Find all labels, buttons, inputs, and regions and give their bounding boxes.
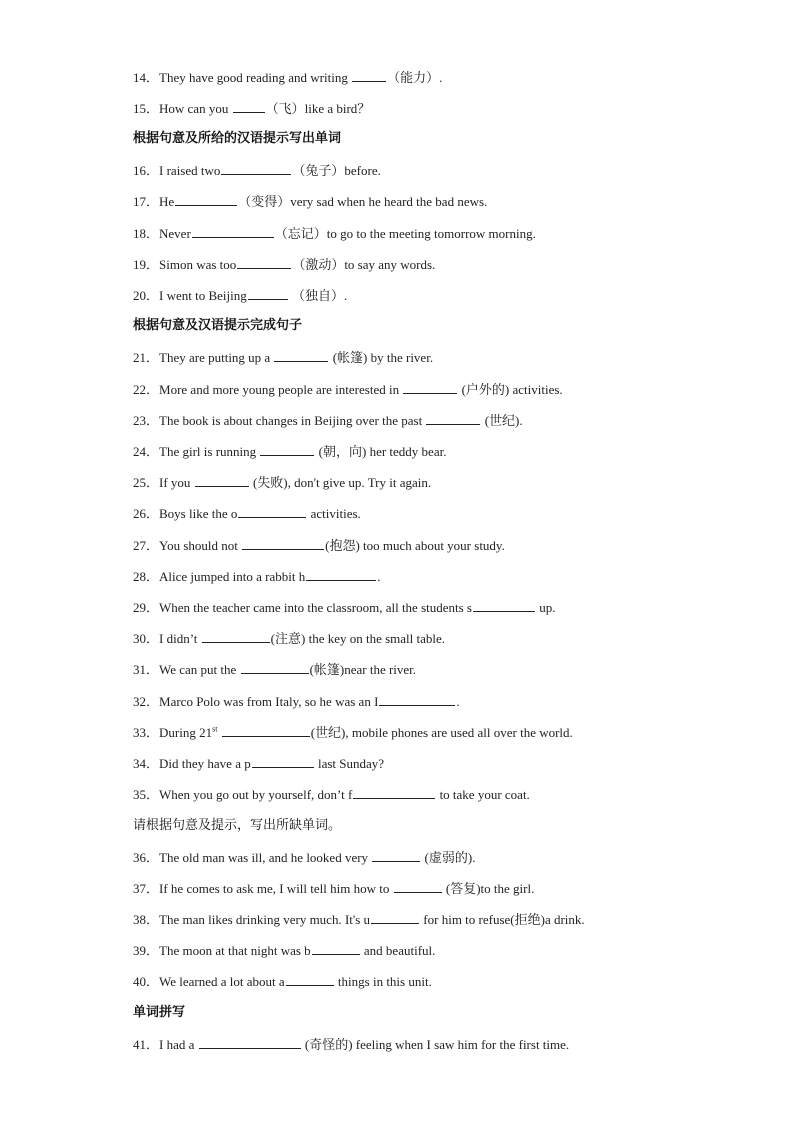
question-number: 29． <box>133 600 160 615</box>
question-text-before: I went to Beijing <box>159 288 247 303</box>
question-text-after: （忘记）to go to the meeting tomorrow morning. <box>274 226 536 241</box>
question-text-before: He <box>159 194 175 209</box>
question-item <box>133 286 774 305</box>
question-number: 16． <box>133 163 160 178</box>
answer-blank[interactable] <box>252 754 314 768</box>
question-text-after: (虚弱的). <box>421 850 476 865</box>
question-text-after: (奇怪的) feeling when I saw him for the first time. <box>301 1037 570 1052</box>
question-text-after: （变得）very sad when he heard the bad news. <box>238 194 488 209</box>
question-number: 31． <box>133 662 160 677</box>
question-number: 34． <box>133 756 160 771</box>
answer-blank[interactable] <box>372 848 420 862</box>
question-text-before <box>217 725 220 740</box>
answer-blank[interactable] <box>195 473 249 487</box>
question-number: 27． <box>133 538 160 553</box>
answer-blank[interactable] <box>222 723 310 737</box>
question-item <box>133 504 774 523</box>
answer-blank[interactable] <box>306 567 376 581</box>
question-number: 22． <box>133 382 160 397</box>
question-text-after: things in this unit. <box>334 974 432 989</box>
question-text-before: If he comes to ask me, I will tell him how to <box>159 881 393 896</box>
question-number: 38． <box>133 912 160 927</box>
answer-blank[interactable] <box>379 692 455 706</box>
question-number: 33． <box>133 725 160 740</box>
question-text-before: Did they have a p <box>159 756 251 771</box>
question-number: 25． <box>133 475 160 490</box>
question-item <box>133 910 774 929</box>
answer-blank[interactable] <box>473 598 535 612</box>
section-heading <box>133 317 774 335</box>
question-text-before: We can put the <box>159 662 240 677</box>
question-text-before: Simon was too <box>159 257 237 272</box>
question-text-before: Never <box>159 226 191 241</box>
question-text-before: If you <box>159 475 194 490</box>
question-number: 19． <box>133 257 160 272</box>
ordinal-suffix: st <box>212 724 218 734</box>
question-item <box>133 68 774 87</box>
question-text-after: (抱怨) too much about your study. <box>325 538 505 553</box>
question-text-before: They have good reading and writing <box>159 70 352 85</box>
question-number: 15． <box>133 101 160 116</box>
question-text-before: The book is about changes in Beijing over the past <box>159 413 426 428</box>
question-text-before: The moon at that night was b <box>159 943 311 958</box>
question-item <box>133 598 774 617</box>
section-heading-text: 单词拼写 <box>133 1005 186 1020</box>
answer-blank[interactable] <box>175 192 237 206</box>
question-text-after: (帐篷)near the river. <box>309 662 417 677</box>
question-text-after: （飞）like a bird？ <box>265 101 371 116</box>
question-item <box>133 348 774 367</box>
question-number: 20． <box>133 288 160 303</box>
section-heading <box>133 130 774 148</box>
answer-blank[interactable] <box>394 879 442 893</box>
question-text-before: We learned a lot about a <box>159 974 285 989</box>
question-item <box>133 161 774 180</box>
question-text-after: (帐篷) by the river. <box>329 350 434 365</box>
question-text-after: （能力）. <box>387 70 443 85</box>
question-text-before: Marco Polo was from Italy, so he was an I <box>159 694 379 709</box>
question-text-after: to take your coat. <box>436 787 530 802</box>
question-text-before: When you go out by yourself, don’t f <box>159 787 353 802</box>
question-text-after: (朝，向) her teddy bear. <box>315 444 447 459</box>
question-text-after: (失败), don't give up. Try it again. <box>249 475 432 490</box>
answer-blank[interactable] <box>237 255 291 269</box>
question-number: 37． <box>133 881 160 896</box>
question-text-before: More and more young people are interested in <box>159 382 403 397</box>
question-text-before: They are putting up a <box>159 350 274 365</box>
question-text-before: The man likes drinking very much. It's u <box>159 912 371 927</box>
answer-blank[interactable] <box>242 536 324 550</box>
section-heading <box>133 817 774 835</box>
question-item <box>133 255 774 274</box>
answer-blank[interactable] <box>241 660 309 674</box>
question-text-after: (注意) the key on the small table. <box>270 631 446 646</box>
question-number: 30． <box>133 631 160 646</box>
question-text-after: for him to refuse(拒绝)a drink. <box>420 912 585 927</box>
question-text-before: The old man was ill, and he looked very <box>159 850 372 865</box>
section-heading-text: 请根据句意及提示，写出所缺单词。 <box>133 818 342 833</box>
question-text-after: up. <box>536 600 556 615</box>
question-item <box>133 411 774 430</box>
answer-blank[interactable] <box>233 99 265 113</box>
answer-blank[interactable] <box>238 504 306 518</box>
question-item <box>133 848 774 867</box>
question-text-after: (答复)to the girl. <box>442 881 535 896</box>
question-item <box>133 629 774 648</box>
question-text-before: I didn’t <box>159 631 201 646</box>
question-item <box>133 192 774 211</box>
question-text-before: I had a <box>159 1037 198 1052</box>
answer-blank[interactable] <box>353 785 435 799</box>
question-number: 14． <box>133 70 160 85</box>
section-heading-text: 根据句意及汉语提示完成句子 <box>133 318 303 333</box>
answer-blank[interactable] <box>312 941 360 955</box>
question-number: 17． <box>133 194 160 209</box>
answer-blank[interactable] <box>403 380 457 394</box>
question-item <box>133 473 774 492</box>
question-number: 26． <box>133 506 160 521</box>
answer-blank[interactable] <box>274 348 328 362</box>
question-text-before: I raised two <box>159 163 221 178</box>
question-text-before: Boys like the o <box>159 506 238 521</box>
answer-blank[interactable] <box>286 972 334 986</box>
question-item <box>133 785 774 804</box>
question-item <box>133 536 774 555</box>
question-item <box>133 692 774 711</box>
question-text-after: . <box>377 569 381 584</box>
question-text-after: (户外的) activities. <box>458 382 563 397</box>
question-text-before: Alice jumped into a rabbit h <box>159 569 306 584</box>
question-text-after: （激动）to say any words. <box>292 257 436 272</box>
question-text-before: You should not <box>159 538 242 553</box>
answer-blank[interactable] <box>221 161 291 175</box>
question-item <box>133 660 774 679</box>
question-item <box>133 723 774 742</box>
question-number: 35． <box>133 787 160 802</box>
question-number: 40． <box>133 974 160 989</box>
question-text-after: last Sunday? <box>314 756 385 771</box>
question-item <box>133 380 774 399</box>
question-item <box>133 442 774 461</box>
answer-blank[interactable] <box>426 411 480 425</box>
question-item <box>133 941 774 960</box>
question-item <box>133 99 774 118</box>
question-number: 36． <box>133 850 160 865</box>
question-item <box>133 567 774 586</box>
question-item <box>133 224 774 243</box>
question-item <box>133 972 774 991</box>
question-number: 41． <box>133 1037 160 1052</box>
question-number: 23． <box>133 413 160 428</box>
answer-blank[interactable] <box>371 910 419 924</box>
answer-blank[interactable] <box>199 1035 301 1049</box>
question-text-after: (世纪), mobile phones are used all over the world. <box>310 725 573 740</box>
question-number: 24． <box>133 444 160 459</box>
question-text-after: activities. <box>307 506 361 521</box>
question-text-before: During 21 <box>159 725 213 740</box>
question-text-before: The girl is running <box>159 444 260 459</box>
question-number: 18． <box>133 226 160 241</box>
question-item <box>133 754 774 773</box>
answer-blank[interactable] <box>260 442 314 456</box>
question-number: 21． <box>133 350 160 365</box>
answer-blank[interactable] <box>202 629 270 643</box>
section-heading-text: 根据句意及所给的汉语提示写出单词 <box>133 131 342 146</box>
section-heading <box>133 1004 774 1022</box>
answer-blank[interactable] <box>248 286 288 300</box>
question-item <box>133 879 774 898</box>
answer-blank[interactable] <box>352 68 386 82</box>
question-number: 39． <box>133 943 160 958</box>
question-text-after: and beautiful. <box>360 943 436 958</box>
question-text-after: （兔子）before. <box>292 163 381 178</box>
question-item <box>133 1035 774 1054</box>
question-text-after: . <box>456 694 460 709</box>
question-text-before: How can you <box>159 101 232 116</box>
question-text-after: (世纪). <box>481 413 523 428</box>
question-number: 28． <box>133 569 160 584</box>
question-text-after: （独自）. <box>288 288 348 303</box>
question-number: 32． <box>133 694 160 709</box>
question-text-before: When the teacher came into the classroom, all the students s <box>159 600 472 615</box>
answer-blank[interactable] <box>192 224 274 238</box>
